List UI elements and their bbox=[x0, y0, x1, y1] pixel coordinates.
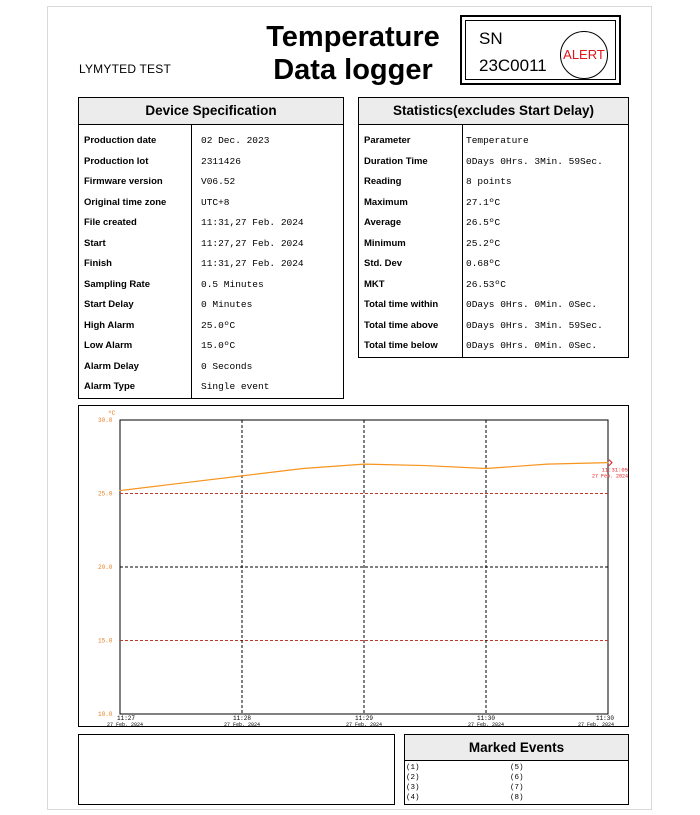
row-value: 02 Dec. 2023 bbox=[201, 135, 270, 146]
row-label: File created bbox=[84, 217, 137, 228]
table-row bbox=[359, 275, 628, 296]
row-value: 0.5 Minutes bbox=[201, 278, 264, 290]
marked-events-title: Marked Events bbox=[405, 735, 628, 761]
row-label: Parameter bbox=[364, 135, 411, 146]
x-tick-date: 27 Feb. 2024 bbox=[107, 722, 144, 726]
temperature-chart-panel bbox=[78, 405, 629, 727]
y-tick-label: 25.0 bbox=[98, 490, 113, 498]
data-point bbox=[119, 490, 120, 491]
notes-box bbox=[78, 734, 395, 805]
alert-stamp: ALERT bbox=[560, 31, 608, 79]
table-row bbox=[79, 377, 343, 398]
row-label: Firmware version bbox=[84, 176, 163, 187]
serial-number-box bbox=[460, 15, 621, 85]
marked-event-item: (2) bbox=[406, 774, 420, 782]
row-value: 0 Minutes bbox=[201, 299, 253, 310]
data-point bbox=[485, 468, 486, 469]
row-label: Maximum bbox=[364, 196, 408, 208]
report-title bbox=[253, 21, 453, 87]
row-label: Total time within bbox=[364, 299, 439, 310]
row-label: MKT bbox=[364, 278, 385, 290]
table-row bbox=[79, 357, 343, 378]
title-line-1: Temperature bbox=[266, 21, 440, 53]
row-value: 0Days 0Hrs. 0Min. 0Sec. bbox=[466, 340, 598, 351]
marked-event-item: (6) bbox=[510, 774, 524, 782]
table-row bbox=[359, 193, 628, 214]
marked-event-item: (5) bbox=[510, 764, 524, 772]
x-tick-time: 11:30 bbox=[476, 715, 496, 722]
marked-event-item: (4) bbox=[406, 794, 420, 802]
temperature-chart bbox=[79, 406, 628, 726]
row-value: 11:31,27 Feb. 2024 bbox=[201, 258, 304, 269]
row-value: UTC+8 bbox=[201, 196, 230, 208]
row-label: Low Alarm bbox=[84, 340, 133, 351]
sn-label: SN bbox=[479, 29, 503, 48]
table-row bbox=[79, 213, 343, 234]
table-row bbox=[79, 275, 343, 296]
table-row bbox=[359, 254, 628, 275]
row-label: Original time zone bbox=[84, 196, 167, 208]
row-label: Alarm Delay bbox=[84, 360, 139, 372]
statistics-panel bbox=[358, 97, 629, 358]
data-point bbox=[607, 462, 608, 463]
statistics-rows bbox=[359, 125, 628, 357]
row-value: 8 points bbox=[466, 176, 512, 187]
row-value: 0Days 0Hrs. 3Min. 59Sec. bbox=[466, 155, 603, 167]
row-label: Sampling Rate bbox=[84, 278, 150, 290]
row-value: 0 Seconds bbox=[201, 360, 253, 372]
x-tick-date: 27 Feb. 2024 bbox=[467, 722, 505, 726]
row-label: Total time below bbox=[364, 340, 438, 351]
data-point bbox=[363, 464, 364, 465]
row-value: 25.0ºC bbox=[201, 319, 236, 331]
table-row bbox=[79, 254, 343, 275]
row-label: Average bbox=[364, 217, 402, 228]
row-value: 0Days 0Hrs. 3Min. 59Sec. bbox=[466, 319, 603, 331]
y-tick-label: 15.0 bbox=[98, 637, 113, 645]
row-value: 0Days 0Hrs. 0Min. 0Sec. bbox=[466, 299, 598, 310]
table-row bbox=[359, 295, 628, 316]
row-value: 0.68ºC bbox=[466, 258, 501, 269]
table-row bbox=[359, 316, 628, 337]
row-label: Reading bbox=[364, 176, 402, 187]
device-specification-title: Device Specification bbox=[79, 98, 343, 125]
company-name: LYMYTED TEST bbox=[79, 62, 171, 76]
data-point bbox=[546, 464, 547, 465]
table-row bbox=[359, 131, 628, 152]
marked-event-item: (3) bbox=[406, 784, 420, 792]
data-point bbox=[302, 468, 303, 469]
row-label: Duration Time bbox=[364, 155, 428, 167]
row-label: Start bbox=[84, 237, 106, 249]
y-tick-label: 30.0 bbox=[98, 417, 113, 424]
sn-value: 23C0011 bbox=[479, 56, 547, 75]
row-label: Production lot bbox=[84, 155, 149, 167]
table-row bbox=[79, 336, 343, 357]
table-row bbox=[79, 234, 343, 255]
row-label: High Alarm bbox=[84, 319, 135, 331]
title-line-2: Data logger bbox=[273, 54, 433, 86]
report-page bbox=[47, 6, 652, 810]
y-tick-label: 10.0 bbox=[98, 711, 113, 718]
y-axis-unit: ºC bbox=[108, 410, 116, 417]
row-label: Alarm Type bbox=[84, 381, 136, 392]
row-value: 26.53ºC bbox=[466, 278, 506, 290]
data-point bbox=[424, 465, 425, 466]
row-value: 2311426 bbox=[201, 155, 241, 167]
table-row bbox=[79, 131, 343, 152]
table-row bbox=[79, 295, 343, 316]
marked-event-item: (1) bbox=[406, 764, 420, 772]
device-specification-panel bbox=[78, 97, 344, 399]
table-row bbox=[359, 336, 628, 357]
table-row bbox=[359, 172, 628, 193]
x-tick-time: 11:28 bbox=[232, 715, 252, 722]
x-tick-time: 11:30 bbox=[595, 715, 614, 722]
statistics-title: Statistics(excludes Start Delay) bbox=[359, 98, 628, 125]
row-label: Finish bbox=[84, 258, 112, 269]
data-point bbox=[241, 475, 242, 476]
end-marker-arrow bbox=[609, 460, 612, 466]
row-value: 15.0ºC bbox=[201, 340, 236, 351]
marked-event-item: (8) bbox=[510, 794, 524, 802]
row-value: Temperature bbox=[466, 135, 529, 146]
table-row bbox=[79, 193, 343, 214]
x-tick-time: 11:29 bbox=[354, 715, 374, 722]
row-value: 25.2ºC bbox=[466, 237, 501, 249]
table-row bbox=[359, 152, 628, 173]
row-label: Std. Dev bbox=[364, 258, 403, 269]
end-marker-date: 27 Feb. 2024 bbox=[591, 473, 628, 480]
table-row bbox=[79, 152, 343, 173]
row-label: Total time above bbox=[364, 319, 439, 331]
table-row bbox=[359, 213, 628, 234]
table-row bbox=[79, 316, 343, 337]
device-spec-rows bbox=[79, 125, 343, 398]
row-value: 27.1ºC bbox=[466, 196, 501, 208]
row-value: 11:27,27 Feb. 2024 bbox=[201, 237, 304, 249]
y-tick-label: 20.0 bbox=[98, 564, 113, 571]
table-row bbox=[359, 234, 628, 255]
x-tick-date: 27 Feb. 2024 bbox=[345, 722, 383, 726]
serial-number-inner-frame bbox=[465, 20, 616, 80]
row-label: Production date bbox=[84, 135, 157, 146]
row-value: V06.52 bbox=[201, 176, 236, 187]
row-label: Start Delay bbox=[84, 299, 134, 310]
row-value: Single event bbox=[201, 381, 270, 392]
x-tick-date: 27 Feb. 2024 bbox=[577, 722, 614, 726]
table-row bbox=[79, 172, 343, 193]
x-tick-time: 11:27 bbox=[117, 715, 136, 722]
row-value: 11:31,27 Feb. 2024 bbox=[201, 217, 304, 228]
marked-event-item: (7) bbox=[510, 784, 524, 792]
row-label: Minimum bbox=[364, 237, 406, 249]
x-tick-date: 27 Feb. 2024 bbox=[223, 722, 261, 726]
end-marker-time: 11:31:05 bbox=[601, 466, 628, 474]
data-point bbox=[180, 483, 181, 484]
marked-events-panel bbox=[404, 734, 629, 805]
row-value: 26.5ºC bbox=[466, 217, 501, 228]
